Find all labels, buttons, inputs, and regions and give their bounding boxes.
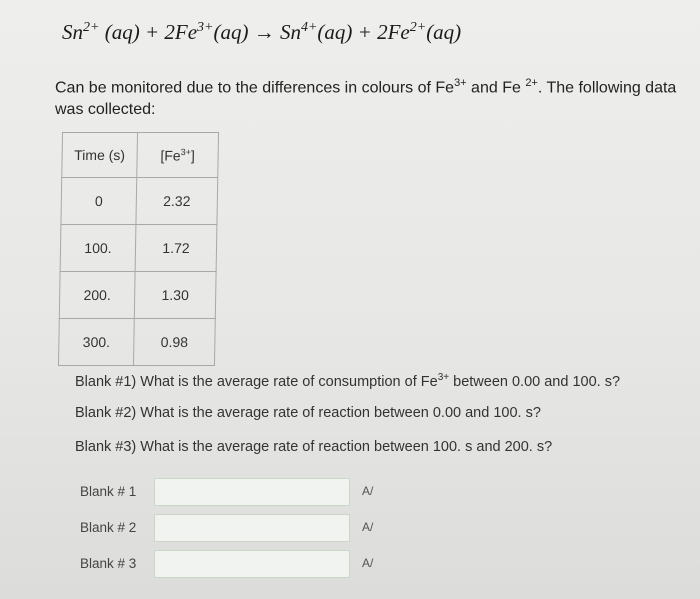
cell-time: 200. (59, 272, 135, 319)
cell-time: 0 (61, 178, 137, 225)
blank-3-input[interactable] (154, 550, 350, 578)
spellcheck-icon[interactable]: A/ (362, 520, 374, 534)
spellcheck-icon[interactable]: A/ (362, 556, 374, 570)
cell-concentration: 2.32 (136, 178, 218, 225)
table-header-row (62, 133, 219, 178)
concentration-table (58, 132, 219, 366)
table-row (60, 225, 217, 272)
blank-1-label: Blank # 1 (80, 484, 137, 499)
header-concentration: $[Fe^{3+}]$ (137, 133, 219, 178)
question-2: Blank #2) What is the average rate of reaction between 0.00 and 100. s? (75, 405, 541, 421)
table-row (58, 319, 215, 366)
header-time: Time (s) (62, 133, 138, 178)
cell-time: 300. (58, 319, 134, 366)
reaction-equation: $Sn^{2+}$ $(aq) + 2Fe^{3+}(aq) \to Sn^{4+}(aq) + 2Fe^{2+}(aq)$ (62, 20, 462, 44)
table-row (61, 178, 218, 225)
question-1: Blank #1) What is the average rate of consumption of $Fe^{3+}$ between 0.00 and 100. s? (75, 372, 621, 390)
cell-concentration: 1.30 (134, 272, 216, 319)
blank-2-input[interactable] (154, 514, 350, 542)
cell-concentration: 1.72 (135, 225, 217, 272)
cell-concentration: 0.98 (133, 319, 215, 366)
blank-2-label: Blank # 2 (80, 520, 137, 535)
question-3: Blank #3) What is the average rate of reaction between 100. s and 200. s? (75, 439, 553, 455)
blank-3-label: Blank # 3 (80, 556, 137, 571)
spellcheck-icon[interactable]: A/ (362, 484, 374, 498)
table-row (59, 272, 216, 319)
intro-text: Can be monitored due to the differences in colours of $Fe^{3+}$ and Fe $^{2+}$. The following data was collected: (55, 77, 677, 119)
cell-time: 100. (60, 225, 136, 272)
blank-1-input[interactable] (154, 478, 350, 506)
